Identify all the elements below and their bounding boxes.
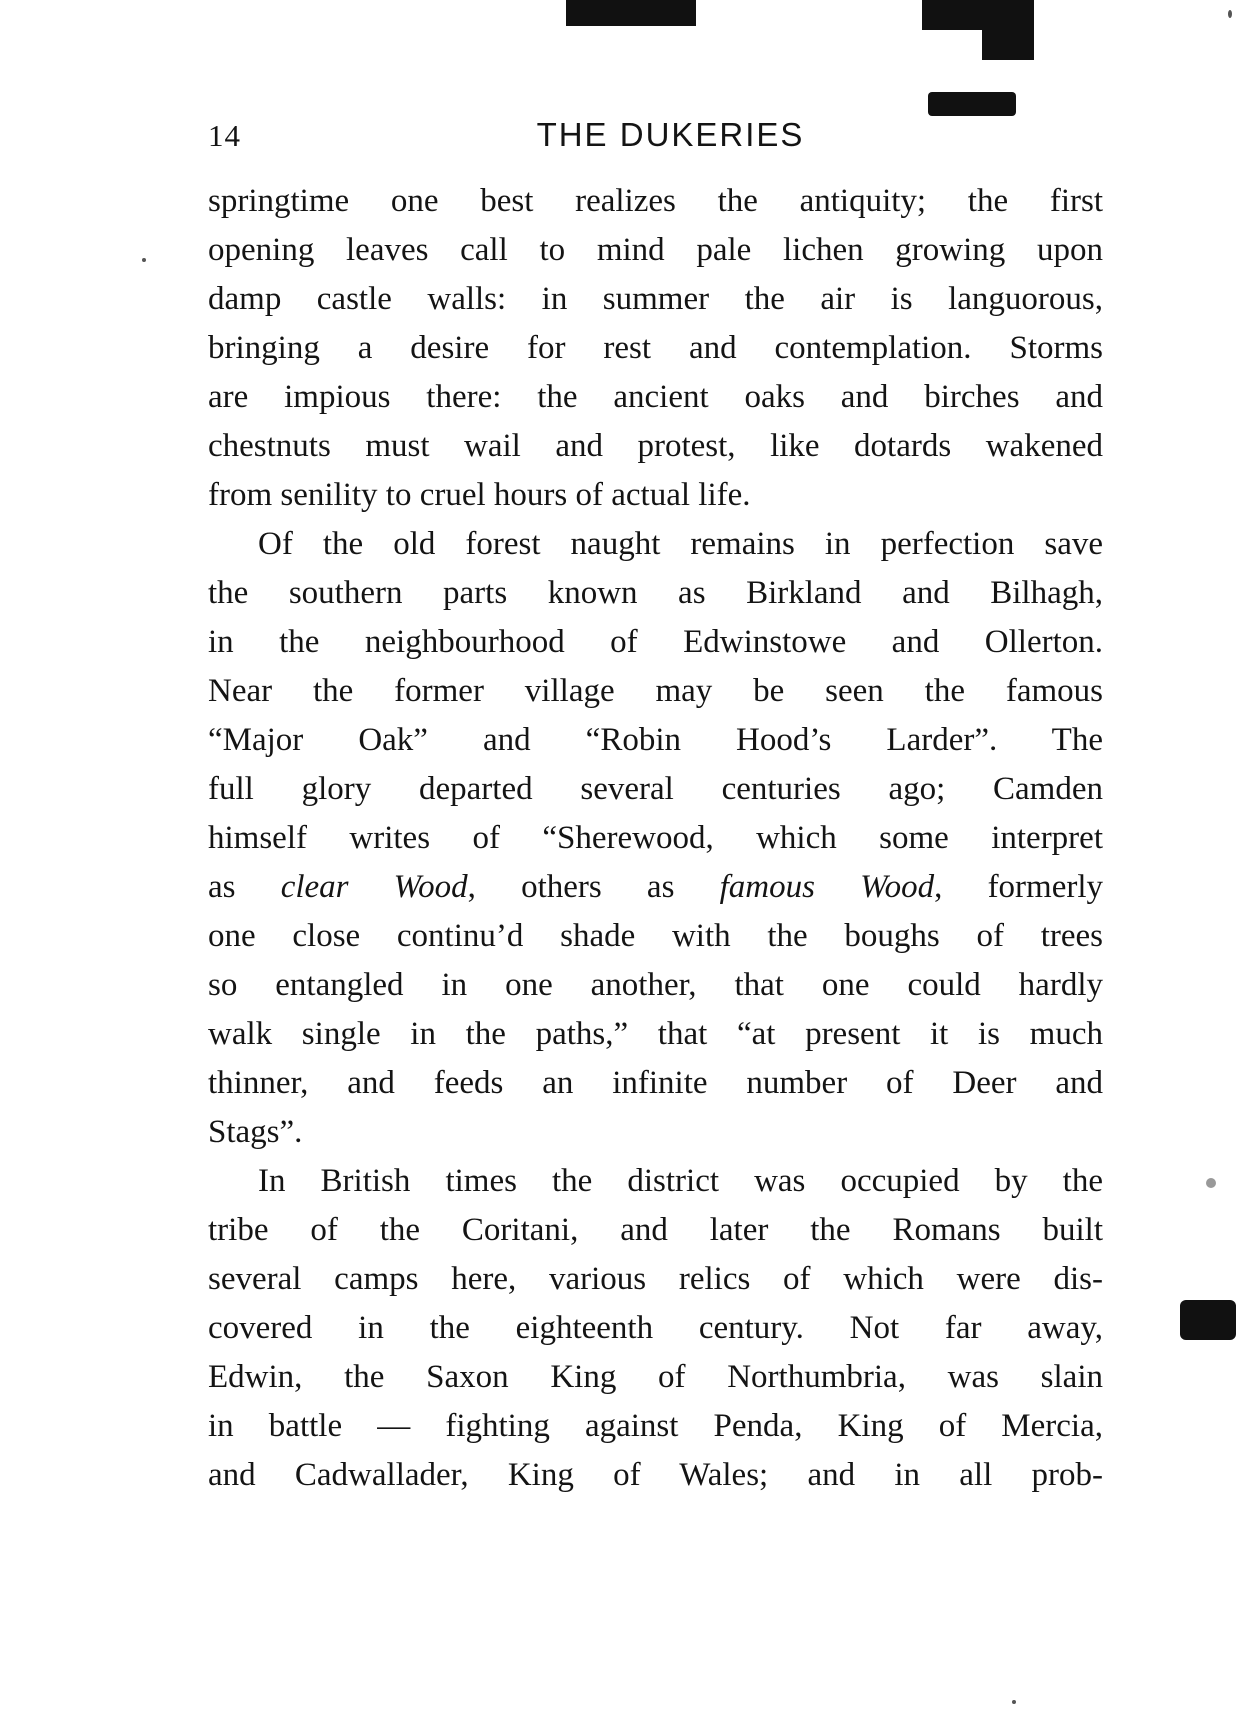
text-run: , formerly (934, 869, 1104, 905)
text-line: in the neighbourhood of Edwinstowe and Ollerton. (208, 624, 1103, 660)
paragraph (208, 177, 1103, 520)
scan-speck (142, 258, 146, 262)
text-line: and Cadwallader, King of Wales; and in all prob- (208, 1457, 1103, 1493)
body-text (208, 177, 1103, 1500)
text-line: full glory departed several centuries ago; Camden (208, 771, 1103, 807)
paragraph (208, 1157, 1103, 1500)
text-line: springtime one best realizes the antiquity; the first (208, 183, 1103, 219)
text-run: , others as (467, 869, 720, 905)
text-line: covered in the eighteenth century. Not far away, (208, 1310, 1103, 1346)
text-line: himself writes of “Sherewood, which some interpret (208, 820, 1103, 856)
italic-phrase: clear Wood (280, 869, 468, 905)
text-line: one close continu’d shade with the boughs of trees (208, 918, 1103, 954)
text-line: “Major Oak” and “Robin Hood’s Larder”. The (208, 722, 1103, 758)
text-line: thinner, and feeds an infinite number of Deer and (208, 1065, 1103, 1101)
text-line-with-italics (208, 863, 1103, 912)
text-line: In British times the district was occupied by the (258, 1163, 1103, 1199)
text-line: opening leaves call to mind pale lichen growing upon (208, 232, 1103, 268)
text-line: Of the old forest naught remains in perfection save (258, 526, 1103, 562)
page-header (208, 112, 1103, 162)
text-line: Near the former village may be seen the famous (208, 673, 1103, 709)
page-number: 14 (208, 118, 241, 153)
text-line: several camps here, various relics of which were dis- (208, 1261, 1103, 1297)
text-line: the southern parts known as Birkland and Bilhagh, (208, 575, 1103, 611)
text-line: are impious there: the ancient oaks and birches and (208, 379, 1103, 415)
scan-speck (1228, 10, 1232, 18)
running-head: THE DUKERIES (536, 116, 805, 153)
text-line: walk single in the paths,” that “at present it is much (208, 1016, 1103, 1052)
scan-blot (1180, 1300, 1236, 1340)
text-line: so entangled in one another, that one could hardly (208, 967, 1103, 1003)
text-line: bringing a desire for rest and contemplation. Storms (208, 330, 1103, 366)
paragraph (208, 520, 1103, 1157)
scan-blot (982, 28, 1034, 60)
text-line: chestnuts must wail and protest, like dotards wakened (208, 428, 1103, 464)
text-line: damp castle walls: in summer the air is languorous, (208, 281, 1103, 317)
text-line: from senility to cruel hours of actual life. (208, 477, 751, 513)
text-run: as (208, 869, 281, 905)
scan-speck (1012, 1700, 1016, 1704)
scan-blot (922, 0, 1034, 30)
italic-phrase: famous Wood (719, 869, 935, 905)
text-line: Edwin, the Saxon King of Northumbria, was slain (208, 1359, 1103, 1395)
text-line: in battle — fighting against Penda, King of Mercia, (208, 1408, 1103, 1444)
scan-blot (566, 0, 696, 26)
scan-speck (1206, 1178, 1216, 1188)
text-line: Stags”. (208, 1114, 303, 1150)
text-line: tribe of the Coritani, and later the Romans built (208, 1212, 1103, 1248)
